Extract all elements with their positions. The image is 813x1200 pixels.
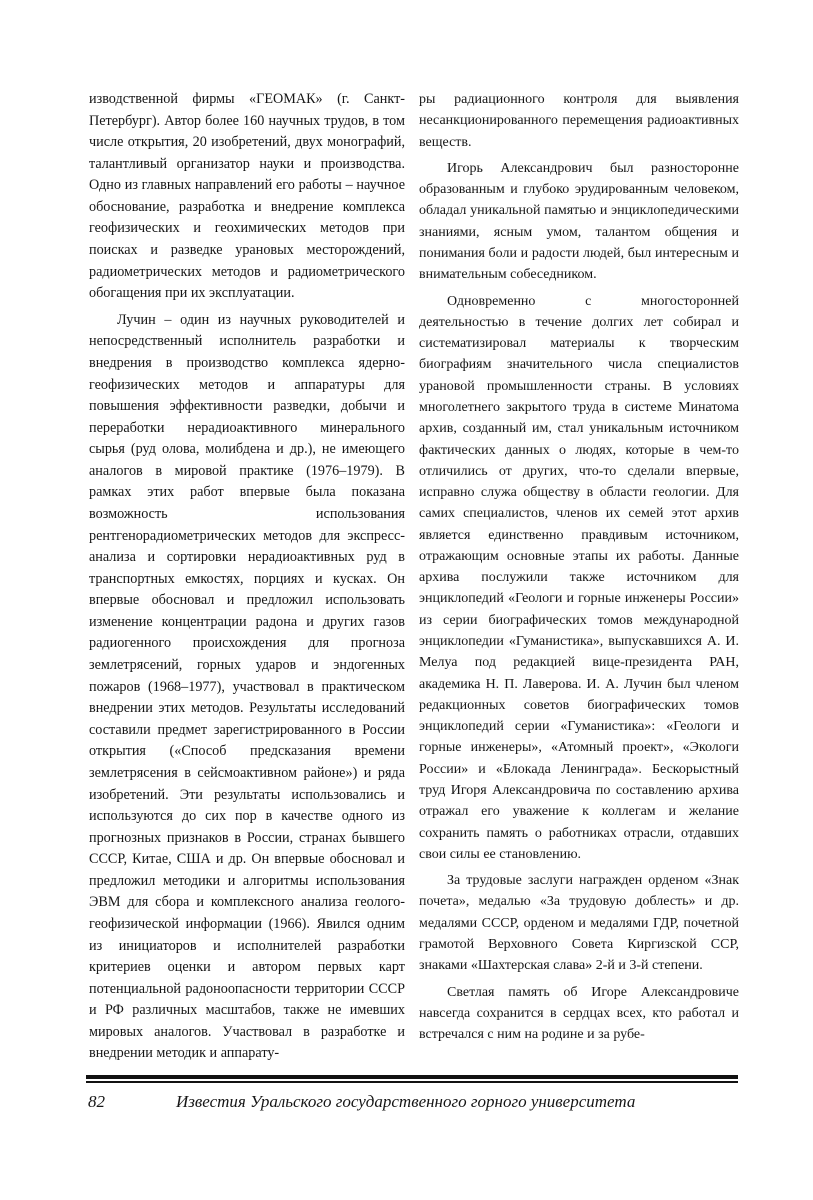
paragraph-luchin-research: Лучин – один из научных руководителей и непосредственный исполнитель разработки и внедрения в производство комплекса ядерно-геофизических методов и аппаратуры для повышения эффективности разведки, добычи и переработки нерадиоактивного минерального сырья (руд олова, молибдена и др.), не имеющего аналогов в мировой практике (1976–1979). В рамках этих работ впервые была показана возможность использования рентгенорадиометрических методов для экспресс-анализа и сортировки нерадиоактивных руд в транспортных емкостях, порциях и кусках. Он впервые обосновал и предложил использовать изменение концентрации радона и других газов радиогенного происхождения для прогноза землетрясений, горных ударов и эндогенных пожаров (1968–1977), участвовал в практическом внедрении этих методов. Результаты исследований составили предмет зарегистрированного в России открытия («Способ предсказания времени землетрясения в сейсмоактивном районе») и ряда изобретений. Эти результаты использовались и используются до сих пор в качестве одного из прогнозных признаков в России, странах бывшего СССР, Китае, США и др. Он впервые обосновал и предложил методики и алгоритмы использования ЭВМ для сбора и комплексного анализа геолого-геофизической информации (1966). Явился одним из инициаторов и исполнителей разработки критериев оценки и автором первых карт потенциальной радоноопасности территории СССР и РФ различных масштабов, также не имевших мировых аналогов. Участвовал в разработке и внедрении методик и аппарату-	[89, 311, 405, 1062]
right-text-column	[419, 89, 739, 1045]
paragraph-memory: Светлая память об Игоре Александровиче навсегда сохранится в сердцах всех, кто работал и встречался с ним на родине и за рубе-	[419, 984, 739, 1043]
paragraph-awards: За трудовые заслуги награжден орденом «Знак почета», медалью «За трудовую доблесть» и др. медалями СССР, орденом и медалями ГДР, почетной грамотой Верховного Совета Киргизской ССР, знаками «Шахтерская слава» 2-й и 3-й степени.	[419, 873, 739, 974]
page-footer	[86, 1092, 738, 1120]
paragraph-personality: Игорь Александрович был разносторонне образованным и глубоко эрудированным человеком, обладал уникальной памятью и энциклопедическими знаниями, ясным умом, талантом общения и понимания боли и радости людей, был интересным и внимательным собеседником.	[419, 160, 739, 283]
footer-rule-thick	[86, 1075, 738, 1079]
left-text-column	[89, 89, 405, 1065]
footer-rule-thin	[86, 1081, 738, 1083]
paragraph-continuation-right: ры радиационного контроля для выявления несанкционированного перемещения радиоактивных веществ.	[419, 92, 739, 150]
paragraph-continuation: изводственной фирмы «ГЕОМАК» (г. Санкт-Петербург). Автор более 160 научных трудов, в том числе открытия, 20 изобретений, двух монографий, талантливый организатор науки и производства. Одно из главных направлений его работы – научное обоснование, разработка и внедрение комплекса геофизических и геохимических методов при поисках и разведке урановых месторождений, радиометрических методов и радиометрического обогащения при их эксплуатации.	[89, 91, 405, 302]
page-number: 82	[88, 1092, 105, 1111]
journal-title: Известия Уральского государственного горного университета	[176, 1092, 636, 1111]
paragraph-archive: Одновременно с многосторонней деятельностью в течение долгих лет собирал и систематизировал материалы к творческим биографиям значительного числа специалистов урановой промышленности страны. В условиях многолетнего закрытого труда в системе Минатома архив, созданный им, стал уникальным источником фактических данных о людях, которые в чем-то отличились от других, что-то сделали впервые, исправно служа обществу в области геологии. Для самих специалистов, членов их семей этот архив является единственно правдивым источником, отражающим основные этапы их работы. Данные архива послужили также источником для энциклопедий «Геологи и горные инженеры России» из серии биографических томов международной энциклопедии «Гуманистика», выпускавшихся А. И. Мелуа под редакцией вице-президента РАН, академика Н. П. Лаверова. И. А. Лучин был членом редакционных советов биографических томов энциклопедий серии «Гуманистика»: «Геологи и горные инженеры», «Атомный проект», «Экологи России» и «Блокада Ленинграда». Бескорыстный труд Игоря Александровича по составлению архива отражал его уважение к коллегам и желание сохранить память о работниках отрасли, отдавших свои силы ее становлению.	[419, 293, 739, 862]
